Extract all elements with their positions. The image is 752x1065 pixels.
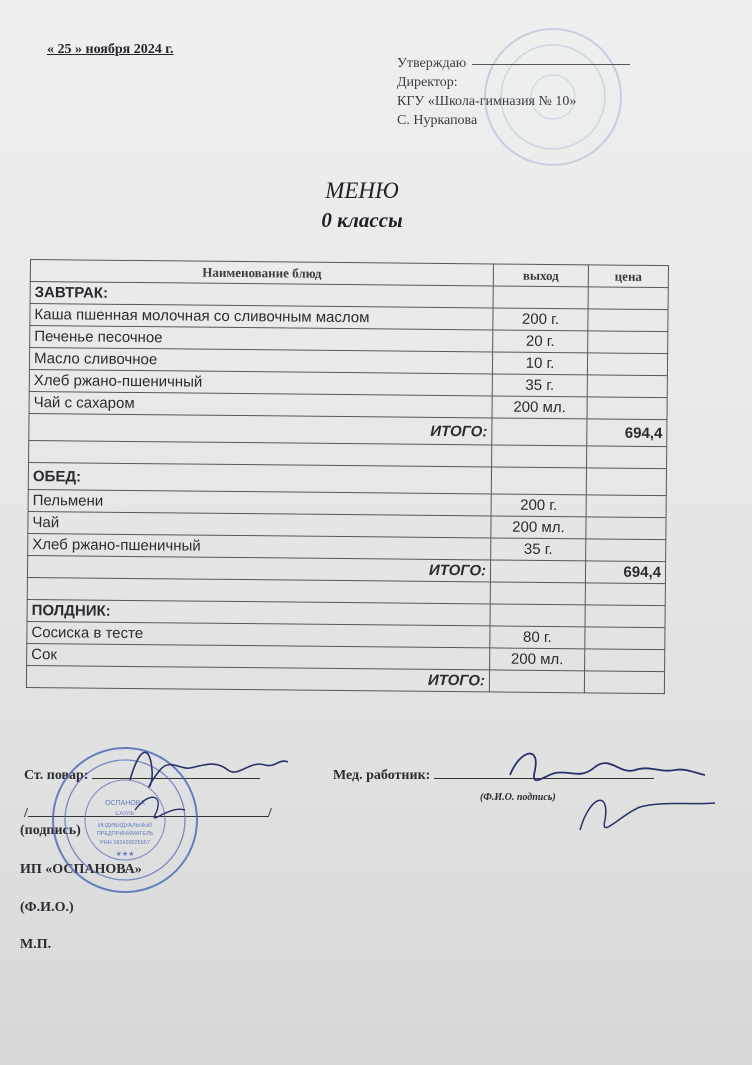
dish-name: Чай с сахаром [29,391,492,417]
total-price: 694,4 [587,419,667,447]
approve-line-3: КГУ «Школа-гимназия № 10» [397,94,577,109]
dish-output: 200 мл. [492,396,587,419]
svg-text:САУЛЕ: САУЛЕ [115,811,135,817]
approve-line-2: Директор: [397,75,458,90]
dish-name: Хлеб ржано-пшеничный [28,533,491,559]
approve-line-4: С. Нуркапова [397,113,478,128]
dish-output: 80 г. [490,626,585,649]
svg-text:★★★: ★★★ [115,851,135,858]
approval-block [397,54,630,130]
header-output: выход [493,264,588,287]
menu-table [26,259,669,694]
section-label: ОБЕД: [28,462,491,493]
page-subtitle: 0 классы [321,208,403,232]
dish-name: Сосиска в тесте [27,621,490,647]
ip-label: ИП «ОСПАНОВА» [20,862,142,877]
dish-name: Каша пшенная молочная со сливочным маслом [30,304,493,330]
svg-text:ОСПАНОВА: ОСПАНОВА [105,800,145,807]
total-price [584,671,664,694]
svg-text:ИНДИВИДУАЛЬНЫЙ: ИНДИВИДУАЛЬНЫЙ [98,823,152,829]
dish-output: 20 г. [493,330,588,353]
total-label: ИТОГО: [26,665,489,691]
slash-left: / [24,806,28,821]
dish-name: Масло сливочное [29,348,492,374]
fio-label: (Ф.И.О.) [20,900,74,915]
section-label: ЗАВТРАК: [30,282,493,308]
medic-handwritten-signature [500,735,730,845]
section-label: ПОЛДНИК: [27,599,490,625]
svg-text:РНН 182420025567: РНН 182420025567 [100,840,150,846]
total-price: 694,4 [585,561,665,584]
approve-line-1: Утверждаю [397,56,467,71]
document-date: « 25 » ноября 2024 г. [47,42,174,57]
total-row [26,665,664,693]
dish-output: 10 г. [492,352,587,375]
header-dish-name: Наименование блюд [30,260,493,286]
dish-name: Чай [28,511,491,537]
slash-right: / [267,806,272,821]
page-title: МЕНЮ [325,178,399,203]
dish-name: Хлеб ржано-пшеничный [29,369,492,395]
cook-handwritten-signature [110,740,300,830]
dish-output: 200 мл. [490,648,585,671]
mp-label: М.П. [20,937,52,952]
dish-name: Пельмени [28,489,491,515]
dish-output: 35 г. [492,374,587,397]
total-label: ИТОГО: [29,413,492,444]
dish-output: 35 г. [491,538,586,561]
cook-label: Ст. повар: [24,768,89,783]
dish-output: 200 г. [491,494,586,517]
medic-label: Мед. работник: [333,768,431,783]
header-price: цена [588,265,668,288]
total-label: ИТОГО: [27,555,490,581]
dish-name: Сок [27,643,490,669]
dish-name: Печенье песочное [30,326,493,352]
podpis-label: (подпись) [20,823,81,838]
dish-output: 200 г. [493,308,588,331]
svg-text:ПРЕДПРИНИМАТЕЛЬ: ПРЕДПРИНИМАТЕЛЬ [96,831,154,837]
dish-output: 200 мл. [491,516,586,539]
medic-sub-label: (Ф.И.О. подпись) [480,792,556,803]
